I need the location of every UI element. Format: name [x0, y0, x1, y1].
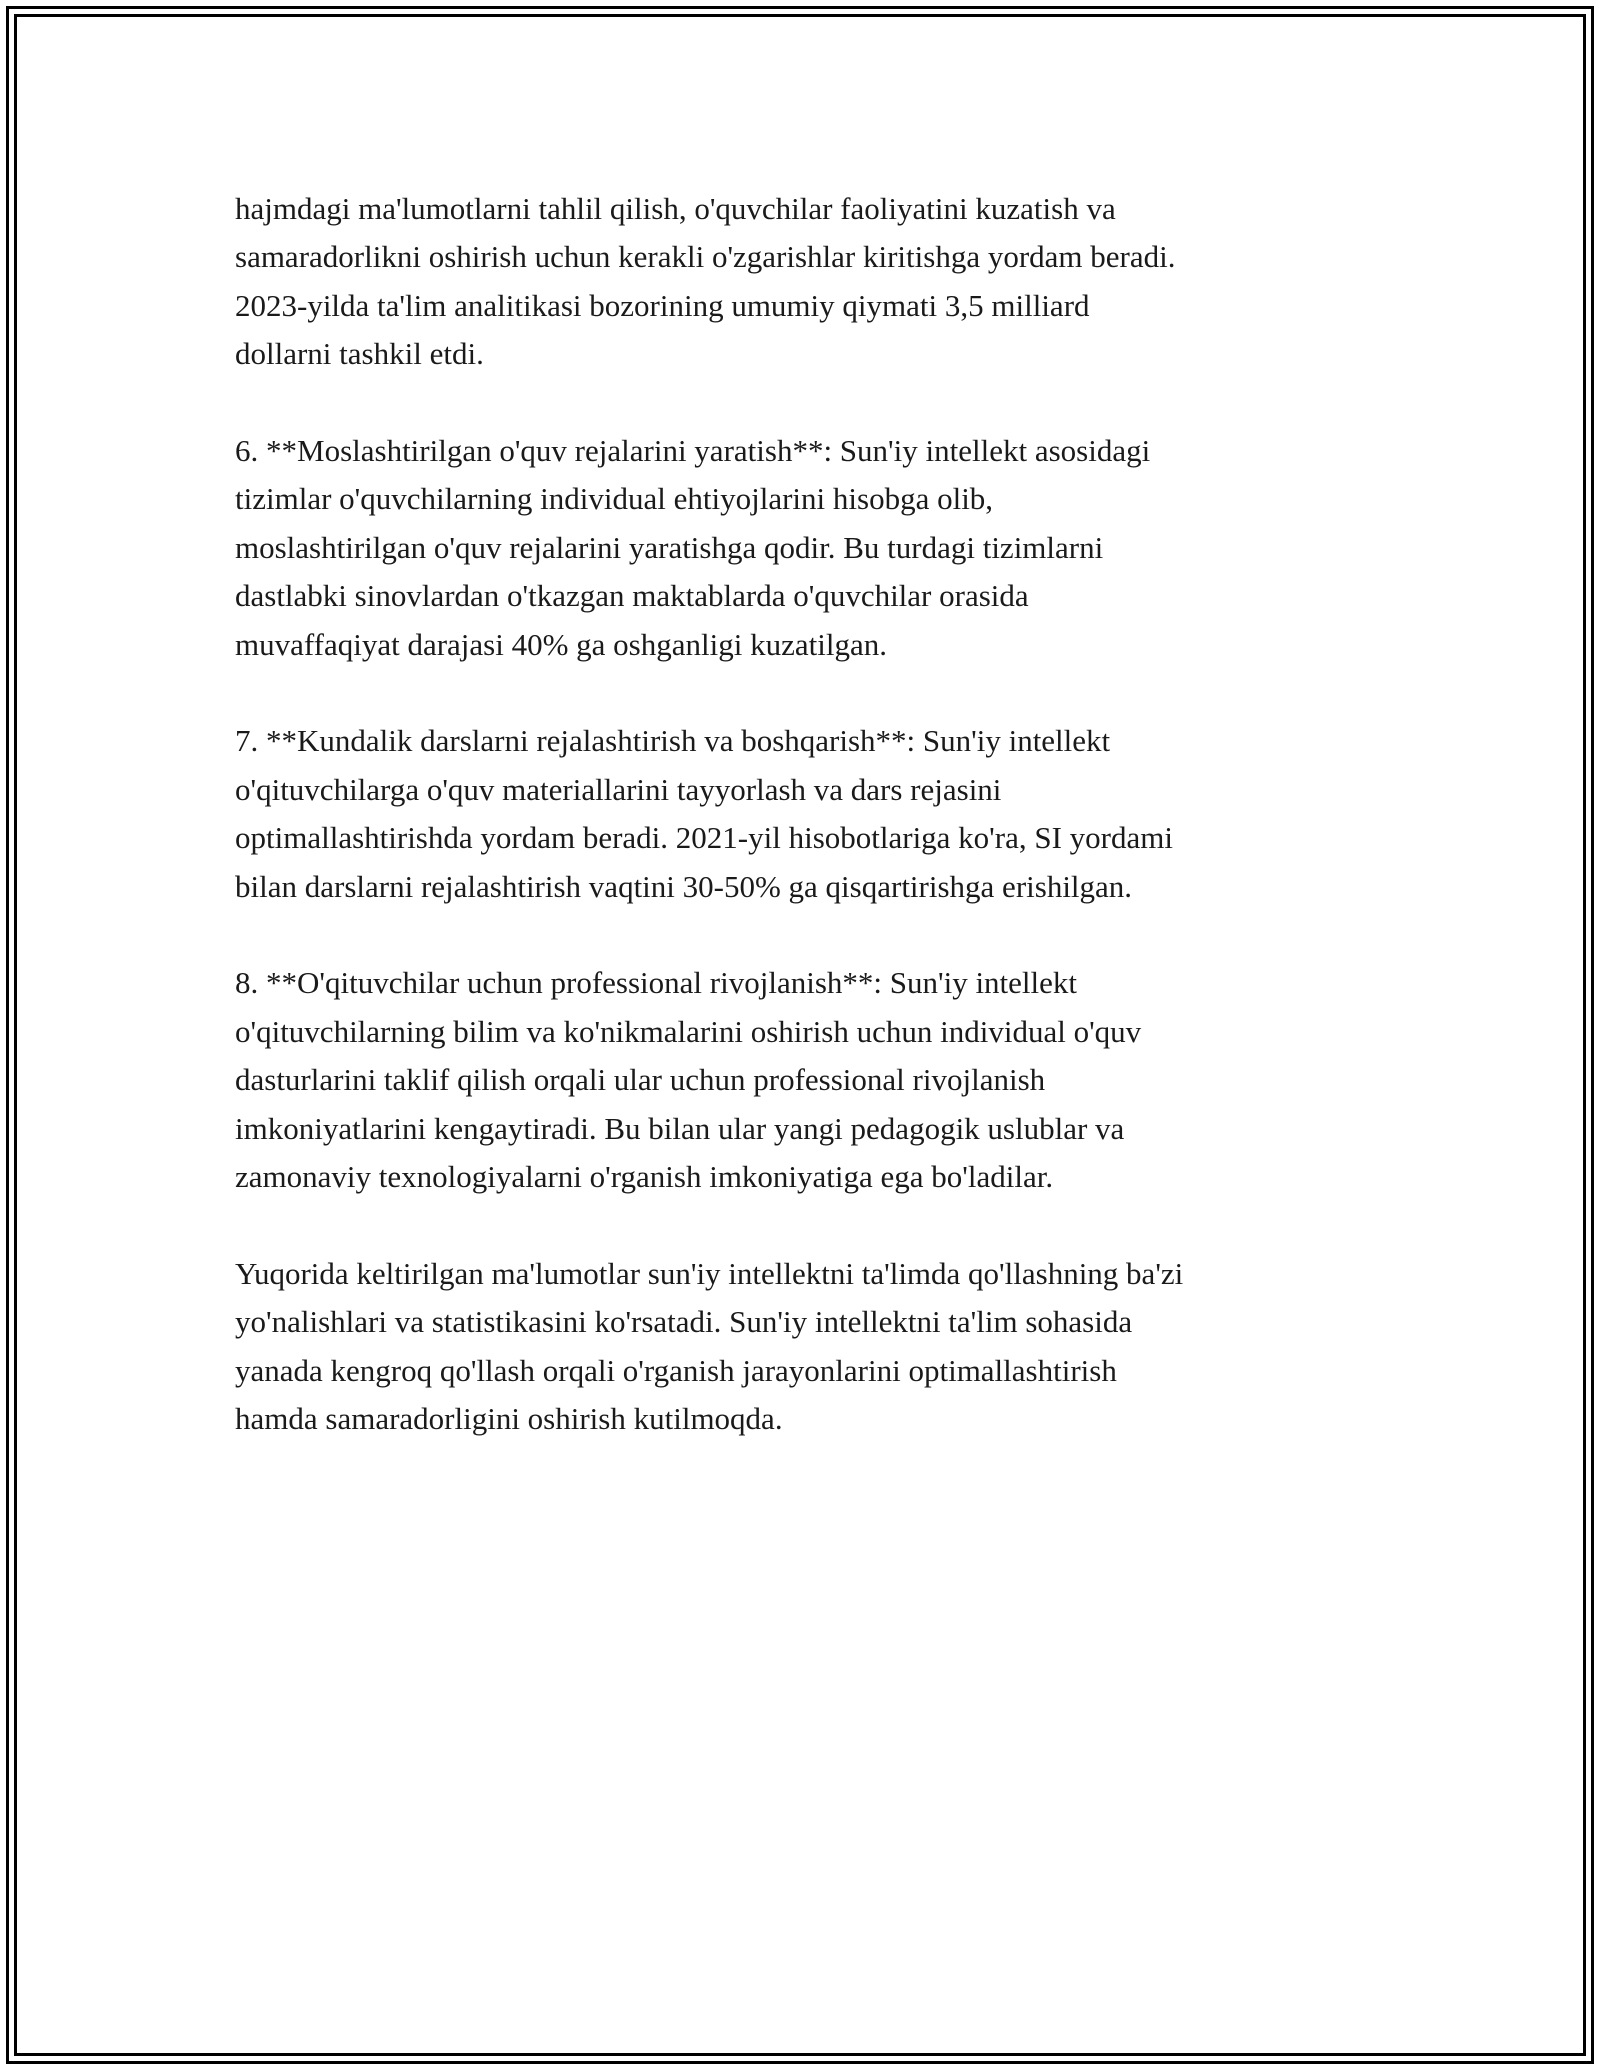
document-body [235, 185, 1385, 1492]
text-line: hamda samaradorligini oshirish kutilmoqda. [235, 1401, 783, 1437]
text-line: 7. **Kundalik darslarni rejalashtirish va boshqarish**: Sun'iy intellekt [235, 723, 1111, 759]
text-line: zamonaviy texnologiyalarni o'rganish imkoniyatiga ega bo'ladilar. [235, 1159, 1054, 1195]
text-line: 8. **O'qituvchilar uchun professional rivojlanish**: Sun'iy intellekt [235, 965, 1078, 1001]
text-line: dollarni tashkil etdi. [235, 336, 484, 372]
text-line: hajmdagi ma'lumotlarni tahlil qilish, o'quvchilar faoliyatini kuzatish va [235, 191, 1116, 226]
text-line: muvaffaqiyat darajasi 40% ga oshganligi kuzatilgan. [235, 626, 887, 662]
text-line: o'qituvchilarga o'quv materiallarini tayyorlash va dars rejasini [235, 771, 1002, 807]
text-line: yo'nalishlari va statistikasini ko'rsatadi. Sun'iy intellektni ta'lim sohasida [235, 1304, 1133, 1340]
text-line: tizimlar o'quvchilarning individual ehtiyojlarini hisobga olib, [235, 481, 994, 517]
text-line: 6. **Moslashtirilgan o'quv rejalarini yaratish**: Sun'iy intellekt asosidagi [235, 433, 1151, 469]
paragraph-item-8 [235, 959, 1385, 1201]
text-line: dasturlarini taklif qilish orqali ular uchun professional rivojlanish [235, 1062, 1046, 1098]
paragraph-conclusion [235, 1250, 1385, 1444]
paragraph-item-7 [235, 717, 1385, 911]
text-line: Yuqorida keltirilgan ma'lumotlar sun'iy intellektni ta'limda qo'llashning ba'zi [235, 1255, 1184, 1291]
text-line: optimallashtirishda yordam beradi. 2021-yil hisobotlariga ko'ra, SI yordami [235, 820, 1173, 856]
text-line: bilan darslarni rejalashtirish vaqtini 30-50% ga qisqartirishga erishilgan. [235, 868, 1133, 904]
text-line: o'qituvchilarning bilim va ko'nikmalarini oshirish uchun individual o'quv [235, 1013, 1142, 1049]
text-line: moslashtirilgan o'quv rejalarini yaratishga qodir. Bu turdagi tizimlarni [235, 529, 1104, 565]
text-line: 2023-yilda ta'lim analitikasi bozorining umumiy qiymati 3,5 milliard [235, 287, 1090, 323]
text-line: yanada kengroq qo'llash orqali o'rganish jarayonlarini optimallashtirish [235, 1352, 1117, 1388]
text-line: dastlabki sinovlardan o'tkazgan maktablarda o'quvchilar orasida [235, 578, 1029, 614]
text-line: samaradorlikni oshirish uchun kerakli o'zgarishlar kiritishga yordam beradi. [235, 239, 1176, 275]
text-line: imkoniyatlarini kengaytiradi. Bu bilan ular yangi pedagogik uslublar va [235, 1110, 1125, 1146]
paragraph-analytics-continuation [235, 185, 1385, 379]
paragraph-item-6 [235, 427, 1385, 669]
